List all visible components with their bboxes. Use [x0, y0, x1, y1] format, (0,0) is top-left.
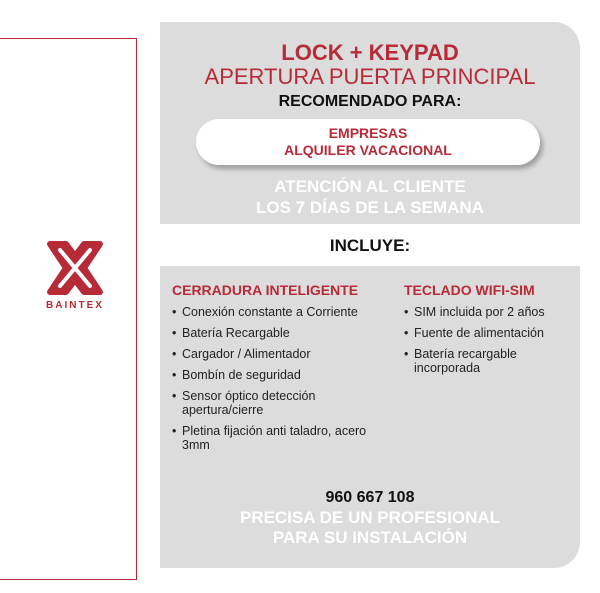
list-item: • Fuente de alimentación [404, 326, 574, 340]
support-text [160, 176, 580, 218]
install-line: PRECISA DE UN PROFESIONAL [239, 508, 501, 527]
recommended-label: RECOMENDADO PARA: [278, 93, 462, 110]
product-subtitle: APERTURA PUERTA PRINCIPAL [204, 64, 536, 89]
recommended-item: EMPRESAS [328, 125, 408, 141]
list-item: • SIM incluida por 2 años [404, 305, 574, 319]
support-line: ATENCIÓN AL CLIENTE [274, 177, 466, 196]
keypad-heading: TECLADO WIFI-SIM [404, 282, 535, 298]
brand-name: BAINTEX [46, 300, 104, 311]
lock-heading: CERRADURA INTELIGENTE [172, 282, 359, 298]
list-item: • Sensor óptico detección apertura/cierre [172, 389, 372, 417]
recommended-pill [196, 119, 540, 165]
baintex-x-icon [44, 238, 106, 298]
list-item: • Cargador / Alimentador [172, 347, 372, 361]
install-note [160, 508, 580, 548]
lock-feature-list [172, 305, 372, 459]
list-item: • Batería recargable incorporada [404, 347, 574, 375]
list-item: • Conexión constante a Corriente [172, 305, 372, 319]
list-item: • Pletina fijación anti taladro, acero 3mm [172, 424, 372, 452]
recommended-item: ALQUILER VACACIONAL [284, 142, 452, 158]
product-title: LOCK + KEYPAD [281, 40, 459, 65]
support-line: LOS 7 DÍAS DE LA SEMANA [256, 198, 484, 217]
phone-number: 960 667 108 [325, 489, 415, 506]
brand-logo [40, 238, 110, 311]
install-line: PARA SU INSTALACIÓN [272, 528, 468, 547]
includes-label: INCLUYE: [329, 236, 411, 255]
list-item: • Bombín de seguridad [172, 368, 372, 382]
list-item: • Batería Recargable [172, 326, 372, 340]
keypad-feature-list [404, 305, 574, 382]
